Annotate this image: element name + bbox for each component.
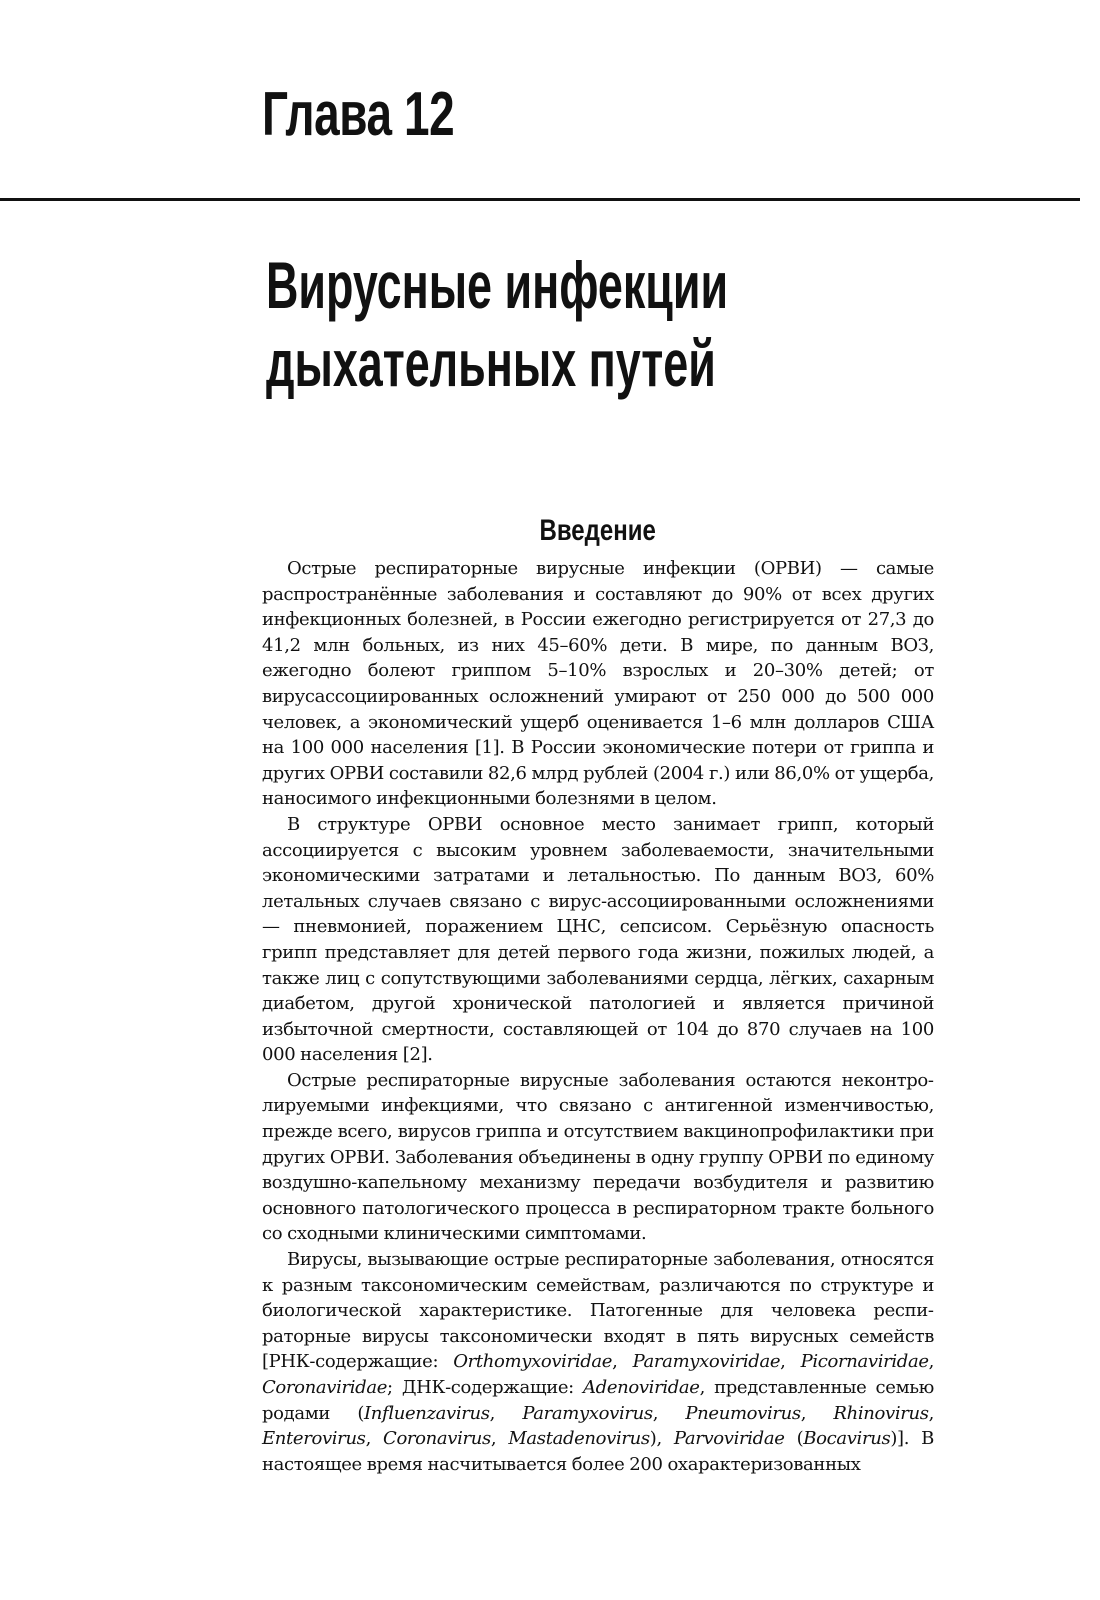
taxon-name: Influenzavirus	[364, 1402, 490, 1424]
chapter-title	[266, 246, 728, 402]
taxon-name: Coronavirus	[383, 1428, 491, 1450]
chapter-title-line-1: Вирусные инфекции	[266, 248, 729, 322]
taxon-name: Paramyxovirus	[522, 1402, 653, 1424]
text-segment: ,	[928, 1351, 935, 1373]
taxon-name: Mastadenovirus	[508, 1428, 650, 1450]
paragraph-1: Острые респираторные вирусные инфекции (ОРВИ) — самые распространённые заболевания и составляют до 90% от всех других инфекционных болезней, в России ежегодно регистрируется от 27,3 до 41,2 млн больных, из них 45–60% дети. В мире, по данным ВОЗ, ежегодно болеют гриппом 5–10% взрослых и 20–30% детей; от вирусассоциированных осложнений умирают от 250 000 до 500 000 человек, а экономический ущерб оценивается 1–6 млн долларов США на 100 000 населения [1]. В России экономические потери от гриппа и других ОРВИ составили 82,6 млрд рублей (2004 г.) или 86,0% от ущерба, наносимого инфекционными болезнями в целом.	[262, 558, 934, 810]
text-segment: , представленные семью родами (	[262, 1377, 934, 1424]
taxon-name: Picornaviridae	[800, 1351, 929, 1373]
text-segment: ,	[928, 1402, 934, 1424]
chapter-title-line-2: дыхательных путей	[266, 326, 716, 400]
taxon-name: Coronaviridae	[262, 1377, 388, 1398]
paragraph-3: Острые респираторные вирусные заболевания остаются неконтролируемыми инфекциями, что связано с антигенной изменчивостью, прежде всего, вирусов гриппа и отсутствием вакцинопрофилактики при других ОРВИ. Заболевания объединены в одну группу ОРВИ по единому воздушно-капельному механизму передачи возбудителя и развитию основного патологического процесса в респираторном тракте больного со сходными клиническими симптомами.	[262, 1069, 934, 1245]
text-segment: ,	[800, 1402, 834, 1424]
body-text	[262, 556, 934, 1477]
paragraph-4	[262, 1247, 934, 1477]
taxon-name: Enterovirus	[262, 1428, 366, 1450]
taxon-name: Bocavirus	[803, 1428, 891, 1450]
text-segment: ,	[652, 1402, 686, 1424]
taxon-name: Adenoviridae	[583, 1377, 700, 1398]
text-segment: ,	[365, 1428, 384, 1450]
chapter-divider	[0, 198, 1080, 201]
text-segment: ,	[780, 1351, 801, 1373]
taxon-name: Orthomyxoviridae	[453, 1351, 613, 1373]
text-segment: (	[784, 1428, 804, 1450]
text-segment: ,	[490, 1428, 509, 1450]
text-segment: ,	[612, 1351, 633, 1373]
text-segment: Вирусы, вызывающие острые респираторные заболевания, относятся к разным таксономическим семействам, различаются по структуре и биологической характеристике. Патогенные для человека респираторные вирусы таксономически входят в пять вирусных семейств [РНК-содержащие:	[262, 1249, 934, 1373]
text-segment: ,	[489, 1402, 523, 1424]
taxon-name: Rhinovirus	[833, 1402, 929, 1424]
text-segment: ; ДНК-содержащие:	[387, 1377, 583, 1398]
paragraph-2: В структуре ОРВИ основное место занимает грипп, который ассоциируется с высоким уровнем заболеваемости, значительными экономическими затратами и летальностью. По данным ВОЗ, 60% летальных случаев связано с вирус-ассоциированными осложнениями — пневмонией, поражением ЦНС, сепсисом. Серьёзную опасность грипп представляет для детей первого года жизни, пожилых людей, а также лиц с сопутствующими заболеваниями сердца, лёгких, сахарным диабетом, другой хронической патологией и является причиной избыточной смертности, составляющей от 104 до 870 случаев на 100 000 населения [2].	[262, 813, 934, 1066]
text-segment: ),	[649, 1428, 674, 1450]
section-heading	[262, 514, 934, 548]
taxon-name: Parvoviridae	[673, 1428, 785, 1450]
taxon-name: Paramyxoviridae	[632, 1351, 781, 1373]
taxon-name: Pneumovirus	[685, 1402, 801, 1424]
text-segment: )]. В настоящее время насчитывается более 200 охарактеризованных	[262, 1428, 935, 1475]
chapter-label: Глава 12	[262, 80, 455, 149]
section-heading-text: Введение	[539, 514, 657, 547]
